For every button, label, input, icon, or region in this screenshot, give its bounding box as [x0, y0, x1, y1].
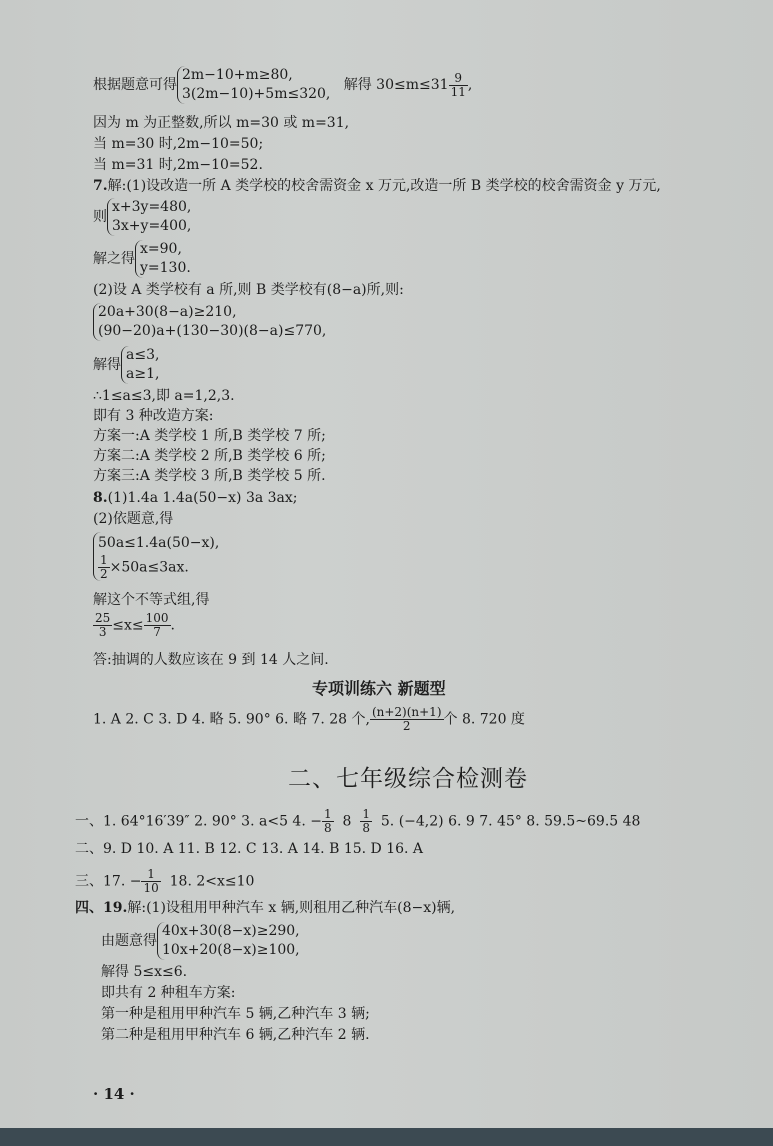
row-3: 三、17. − $\frac{1}{10}$ 18. 2<x≤10 [75, 867, 255, 895]
q7-plan-1: 方案一:A 类学校 1 所,B 类学校 7 所; [93, 428, 326, 444]
q8-answer: 答:抽调的人数应该在 9 到 14 人之间. [93, 652, 329, 668]
q7-plan-2: 方案二:A 类学校 2 所,B 类学校 6 所; [93, 448, 326, 464]
equation-system [177, 66, 330, 104]
q7-plans: 即有 3 种改造方案: [93, 408, 214, 424]
q8-range: $\frac{25}{3}$ ≤x≤ $\frac{100}{7}$ . [95, 611, 175, 639]
sec6-answers: 1. A 2. C 3. D 4. 略 5. 90° 6. 略 7. 28 个, $\frac{(n+2)(n+1)}{2}$ 个 8. 720 度 [93, 705, 525, 733]
part-title: 二、七年级综合检测卷 [288, 766, 528, 792]
q8-part2: (2)依题意,得 [93, 511, 174, 527]
q7-result: 解得a≤3, a≥1, [93, 347, 160, 382]
row-4-solution: 解得 5≤x≤6. [101, 964, 188, 980]
q8-solve: 解这个不等式组,得 [93, 592, 210, 608]
q7-plan-3: 方案三:A 类学校 3 所,B 类学校 5 所. [93, 468, 326, 484]
fraction: $\frac{9}{11}$ [450, 70, 466, 99]
q7-part2: (2)设 A 类学校有 a 所,则 B 类学校有(8−a)所,则: [93, 282, 404, 298]
q7-inequalities: 20a+30(8−a)≥210, (90−20)a+(130−30)(8−a)≤770, [93, 303, 326, 341]
text: 根据题意可得 [93, 77, 177, 93]
line-2: 因为 m 为正整数,所以 m=30 或 m=31, [93, 115, 350, 131]
eq: 3(2m−10)+5m≤320, [182, 86, 331, 102]
q8-system: 50a≤1.4a(50−x), $\frac{1}{2}$ ×50a≤3ax. [93, 532, 219, 581]
q7-line: 7.解:(1)设改造一所 A 类学校的校舍需资金 x 万元,改造一所 B 类学校的校舍需资金 y 万元, [93, 178, 661, 194]
row-4-plans: 即共有 2 种租车方案: [101, 985, 236, 1001]
text: 解得 30≤m≤31 [343, 77, 449, 93]
row-4-plan-2: 第二种是租用甲种汽车 6 辆,乙种汽车 2 辆. [101, 1027, 370, 1043]
row-4: 四、19.解:(1)设租用甲种汽车 x 辆,则租用乙种汽车(8−x)辆, [75, 900, 456, 916]
row-4-system: 由题意得40x+30(8−x)≥290, 10x+20(8−x)≥100, [101, 923, 300, 958]
q7-solution: 解之得x=90, y=130. [93, 241, 191, 276]
bottom-edge [0, 1128, 773, 1146]
row-4-plan-1: 第一种是租用甲种汽车 5 辆,乙种汽车 3 辆; [101, 1006, 370, 1022]
q7-system: 则x+3y=480, 3x+y=400, [93, 199, 192, 234]
page-number: · 14 · [93, 1085, 135, 1103]
row-2: 二、9. D 10. A 11. B 12. C 13. A 14. B 15. D 16. A [75, 841, 424, 857]
line-1: 根据题意可得2m−10+m≥80, 3(2m−10)+5m≤320, 解得 30≤m≤31 $\frac{9}{11}$ , [93, 67, 473, 102]
line-4: 当 m=31 时,2m−10=52. [93, 157, 263, 173]
row-1: 一、1. 64°16′39″ 2. 90° 3. a<5 4. − $\frac{1}{8}$ 8 $\frac{1}{8}$ 5. (−4,2) 6. 9 7. 45° 8. 59.5~69.5 48 [75, 807, 641, 835]
line-3: 当 m=30 时,2m−10=50; [93, 136, 264, 152]
section-title: 专项训练六 新题型 [312, 679, 446, 698]
q8-line: 8.(1)1.4a 1.4a(50−x) 3a 3ax; [93, 490, 298, 506]
q7-conclusion: ∴1≤a≤3,即 a=1,2,3. [93, 388, 235, 404]
eq: 2m−10+m≥80, [182, 67, 293, 83]
